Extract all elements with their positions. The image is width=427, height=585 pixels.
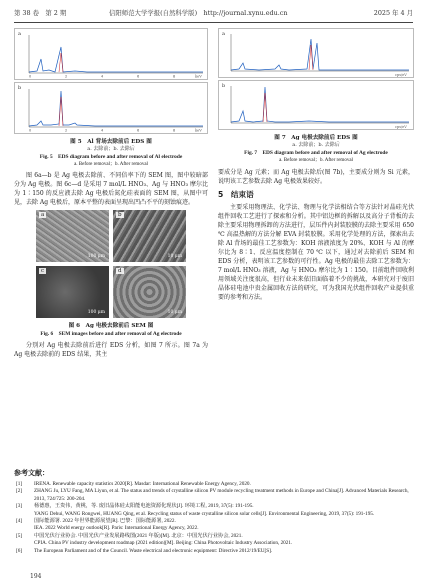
reference-item (14, 540, 414, 547)
fig7-panel-a-plot (219, 29, 415, 79)
sem-d-label: d (118, 268, 122, 274)
sem-d-scale: 10 μm (167, 310, 182, 315)
fig7-sub-en: a. Before removal；b. After removal (279, 158, 353, 163)
running-header (14, 8, 413, 20)
sem-b-scale: 10 μm (167, 254, 182, 259)
svg-text:2: 2 (65, 128, 68, 133)
right-paragraph-1: 要成分是 Ag 元素；而 Ag 电极去除后(图 7b)，主要成分则为 Si 元素，说明该工艺参数去除 Ag 电极效果较好。 (218, 169, 414, 185)
svg-text:8: 8 (173, 74, 176, 79)
sem-image-b (113, 210, 186, 262)
right-column (218, 28, 414, 302)
references-title: 参考文献： (14, 469, 49, 477)
left-paragraph-2: 分别对 Ag 电极去除前后进行 EDS 分析，如图 7 所示。图 7a 为 Ag 电极去除前的 EDS 结果，其主 (14, 342, 208, 358)
fig6-caption-cn: 图 6 Ag 电极去除前后 SEM 图 (68, 323, 154, 329)
reference-text: 国际能源署. 2022 年世界能源展望[R]. 巴黎：国际能源署, 2022. (34, 518, 176, 525)
fig5-panel-b-plot (15, 83, 209, 135)
fig7-b-xlabel: cps/eV (395, 125, 407, 129)
sem-c-label: c (41, 268, 45, 274)
reference-text: YANG Dehui, WANG Rongwei, HUANG Qing, et al. Recycling status of waste crystalline silicon solar cells[J]. Environmental Engineering, 2019, 37(5): 191-195. (34, 510, 375, 517)
fig7-a-xlabel: cps/eV (395, 73, 407, 77)
svg-text:6: 6 (137, 128, 140, 133)
fig7-panel-b-plot (219, 81, 415, 131)
header-journal: 信阳师范大学学报(自然科学版) http://journal.xynu.edu.cn (109, 9, 288, 17)
header-volume: 第 38 卷 第 2 期 (14, 9, 67, 17)
svg-text:4: 4 (101, 128, 104, 133)
fig7-panel-a-label: a (222, 31, 225, 37)
reference-number: [4] (16, 518, 23, 525)
references (14, 468, 414, 555)
reference-text: 中国光伏行业协会. 中国光伏产业发展路线图(2021 年版)[M]. 北京：中国光伏行业协会, 2021. (34, 532, 243, 539)
fig6 (14, 210, 208, 337)
fig5-panel-a-plot (15, 29, 209, 81)
reference-text: CPIA. China PV industry development roadmap (2021 edition)[M]. Beijing: China Photovoltaic Industry Association, 2021. (34, 540, 293, 547)
left-column (14, 28, 208, 359)
fig5-sub-en: a. Before removal；b. After removal (74, 162, 148, 167)
fig5-panel-a (14, 28, 208, 80)
fig5-a-xlabel: keV (195, 74, 202, 79)
reference-item (14, 511, 414, 518)
svg-text:0: 0 (29, 128, 32, 133)
svg-text:0: 0 (29, 74, 32, 79)
reference-number: [1] (16, 481, 23, 487)
reference-item (14, 503, 414, 510)
reference-item (14, 525, 414, 532)
reference-text: 杨德惠，王贵伟，黄桃，等. 废旧晶体硅太阳能电池资源化现状[J]. 环境工程, 2019, 37(5): 191-195. (34, 503, 254, 510)
reference-number: [3] (16, 503, 23, 510)
fig5-panel-b (14, 82, 208, 134)
header-rule (14, 22, 413, 23)
fig7-caption-cn: 图 7 Ag 电极去除前后 EDS 图 (274, 135, 358, 141)
reference-item (14, 488, 414, 503)
sem-c-scale: 100 μm (87, 310, 105, 315)
reference-item (14, 548, 414, 555)
svg-text:8: 8 (173, 128, 176, 133)
fig7 (218, 28, 414, 163)
page-number: 194 (30, 573, 42, 580)
sem-a-label: a (41, 212, 45, 218)
reference-number: [2] (16, 488, 23, 495)
reference-text: ZHANG Ju, LYU Fang, MA Liyun, et al. The status and trends of crystalline silicon PV module recycling treatment methods in Europe and China[J]. Advanced Materials Research, 2013, 724/725: 200-204. (34, 488, 409, 502)
left-paragraph-1: 图 6a—b 是 Ag 电极去除前、不同倍率下的 SEM 图，图中较暗部分为 Ag 电极。图 6c—d 是采用 7 mol/L HNO₃、Ag 与 HNO₃ 摩尔比为 1∶150 的反应液去除 Ag 电极后氮化硅表面的 SEM 图，从图中可见，去除 Ag 电极后，原本平整的表面呈现出凹凸不平的刻蚀痕迹。 (14, 172, 208, 206)
svg-text:4: 4 (101, 74, 104, 79)
fig5-sub-cn: a. 去除前；b. 去除后 (87, 146, 135, 152)
svg-text:2: 2 (65, 74, 68, 79)
fig7-panel-b-label: b (222, 83, 226, 89)
sem-image-c (36, 266, 109, 318)
sem-a-scale: 100 μm (87, 254, 105, 259)
fig5-b-xlabel: keV (195, 128, 202, 133)
fig5-panel-a-label: a (18, 31, 21, 37)
fig7-panel-a (218, 28, 414, 78)
section-5-title: 5 结束语 (218, 190, 254, 199)
fig5-caption-cn: 图 5 Al 背场去除前后 EDS 图 (70, 139, 152, 145)
fig6-caption-en: Fig. 6 SEM images before and after removal of Ag electrode (40, 331, 182, 337)
reference-text: IRENA. Renewable capacity statistics 2020[R]. Masdar: International Renewable Energy Agency, 2020. (34, 481, 251, 487)
sem-image-d (113, 266, 186, 318)
fig7-panel-b (218, 80, 414, 130)
fig5-caption-en: Fig. 5 EDS diagram before and after removal of Al electrode (39, 154, 183, 160)
sem-b-label: b (118, 212, 122, 218)
reference-text: IEA. 2022 World energy outlook[R]. Paris: International Energy Agency, 2022. (34, 525, 199, 532)
reference-number: [6] (16, 547, 23, 554)
sem-image-a (36, 210, 109, 262)
section-5-text: 主要采用物理法、化学法、物理与化学法相结合等方法针对晶硅光伏组件回收工艺进行了探索和分析。其中铝边框的拆解以及高分子背板的去除主要采用物理拆卸的方法进行，层压件内封装胶膜的去除主要采用 650 ℃ 高温热解的方法分解 EVA 封装胶膜。采用化学处理的方法，探索出去除 Al 背场的最佳工艺参数为：KOH 溶液浓度为 20%、KOH 与 Al 的摩尔比为 8∶1、反应温度控制在 70 ℃ 以下，通过对去除前后 SEM 和 EDS 分析，表明该工艺参数的可行性。Ag 电极的最佳去除工艺参数为：7 mol/L HNO₃ 溶液，Ag 与 HNO₃ 摩尔比为 1∶150。目前组件回收利用领域关注度很高，但行业未来依旧面临着不少的挑战，本研究对于废旧晶体硅电池中贵金属回收方法的研究，可为我国光伏组件回收产业提供重要的参考和方法。 (218, 204, 414, 301)
reference-item (14, 518, 414, 525)
svg-text:6: 6 (137, 74, 140, 79)
fig7-caption-en: Fig. 7 EDS diagram before and after removal of Ag electrode (244, 150, 388, 156)
reference-text: The European Parliament and of the Council. Waste electrical and electronic equipment: Directive 2012/19/EU[S]. (34, 547, 273, 554)
fig5-panel-b-label: b (18, 85, 22, 91)
reference-number: [5] (16, 532, 23, 539)
header-date: 2025 年 4 月 (373, 9, 413, 17)
fig7-sub-cn: a. 去除前；b. 去除后 (292, 142, 340, 148)
fig5 (14, 28, 208, 167)
